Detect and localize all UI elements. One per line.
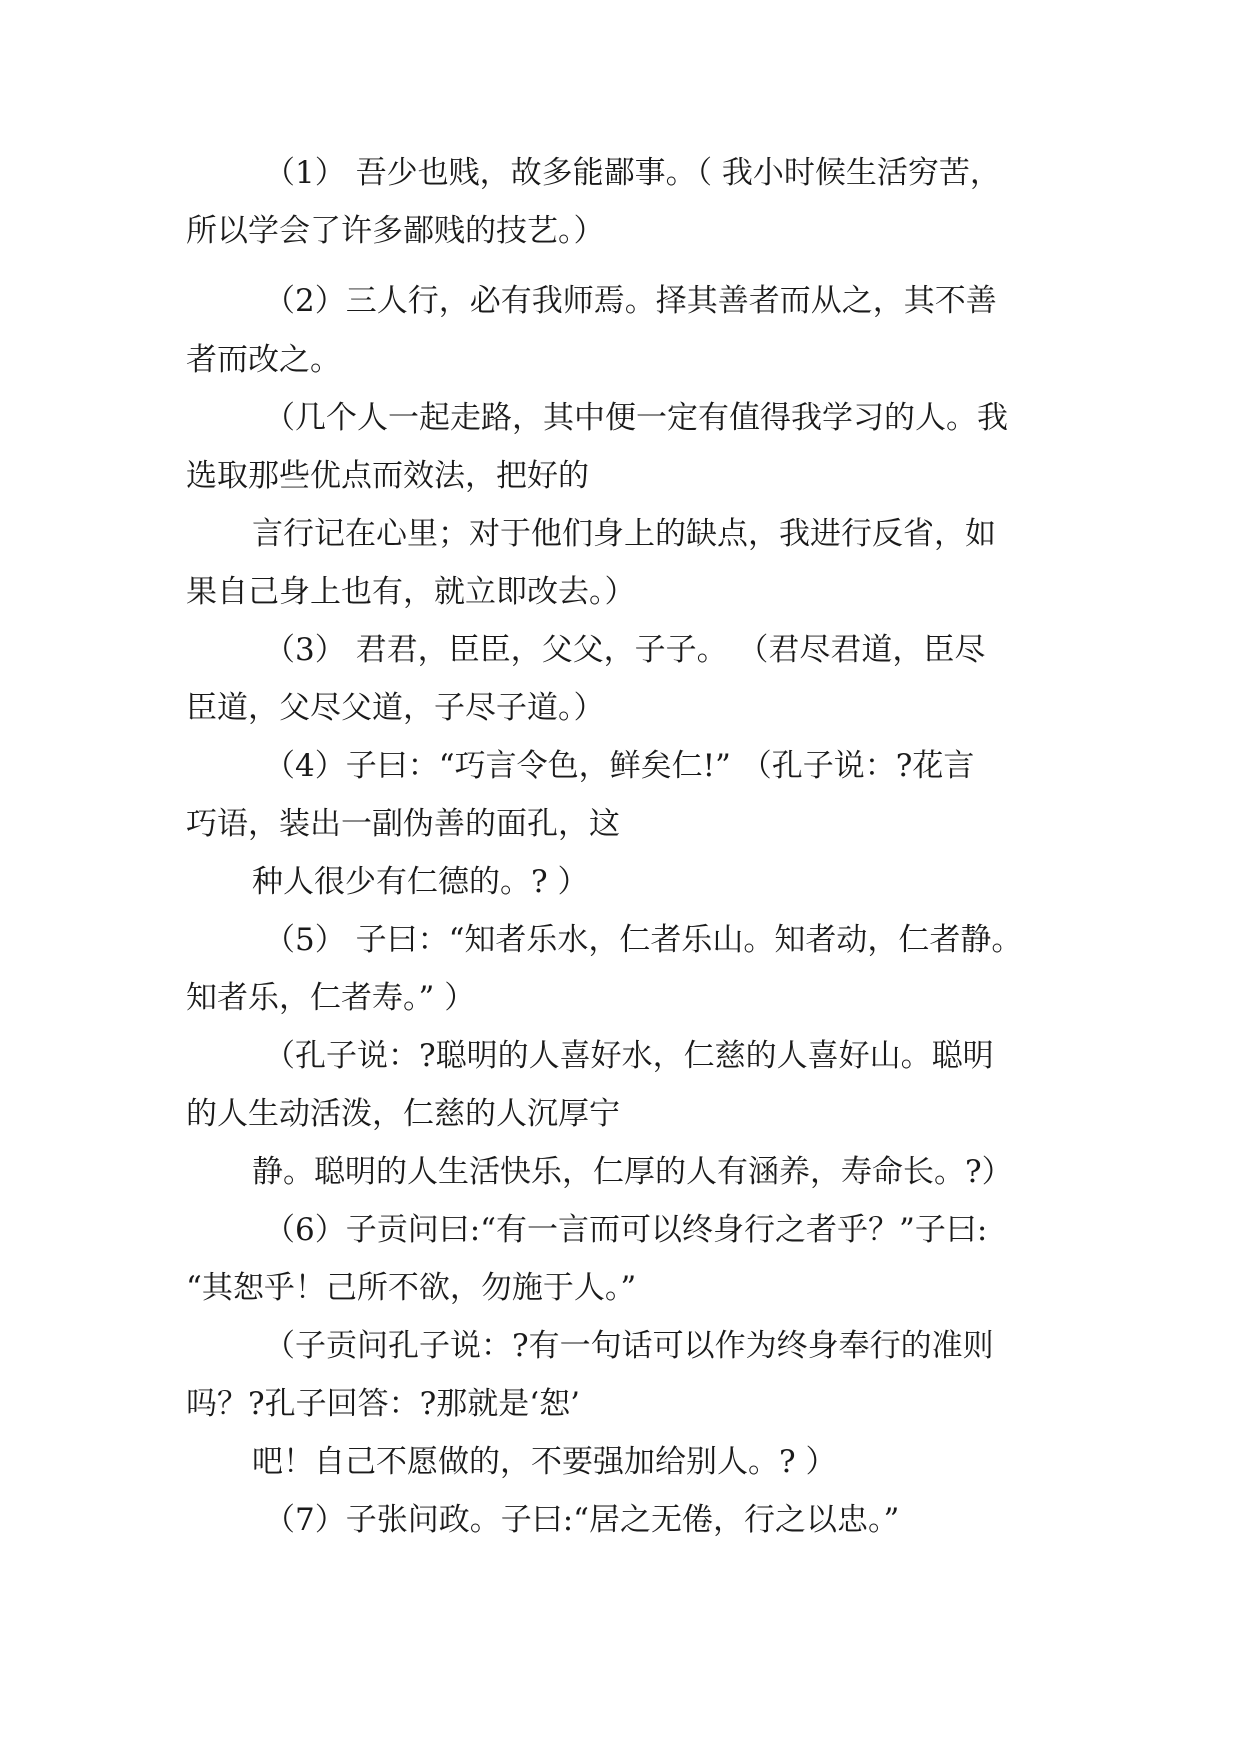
text-line: 知者乐，仁者寿。” ） <box>186 980 476 1016</box>
text-line: 种人很少有仁德的。? ） <box>252 864 589 900</box>
text-line: （7）子张问政。子曰:“居之无倦，行之以忠。” <box>264 1502 900 1538</box>
text-line: 巧语，装出一副伪善的面孔，这 <box>186 806 620 842</box>
text-line: （3） 君君，臣臣，父父，子子。 （君尽君道，臣尽 <box>264 632 986 668</box>
text-line: （2）三人行，必有我师焉。择其善者而从之，其不善 <box>264 283 997 319</box>
text-line: （4）子曰：“巧言令色，鲜矣仁!” （孔子说：?花言 <box>264 748 975 784</box>
text-line: （孔子说：?聪明的人喜好水，仁慈的人喜好山。聪明 <box>264 1038 994 1074</box>
text-line: 静。聪明的人生活快乐，仁厚的人有涵养，寿命长。?） <box>252 1154 1013 1190</box>
text-line: （子贡问孔子说：?有一句话可以作为终身奉行的准则 <box>264 1328 994 1364</box>
text-line: 吧！自己不愿做的，不要强加给别人。? ） <box>252 1444 837 1480</box>
text-line: （6）子贡问曰:“有一言而可以终身行之者乎？”子曰: <box>264 1212 988 1248</box>
text-line: 吗？?孔子回答：?那就是‘恕’ <box>186 1386 580 1422</box>
text-line: （5） 子曰：“知者乐水，仁者乐山。知者动，仁者静。 <box>264 922 1023 958</box>
text-line: （几个人一起走路，其中便一定有值得我学习的人。我 <box>264 400 1008 436</box>
text-line: 选取那些优点而效法，把好的 <box>186 458 589 494</box>
text-line: 言行记在心里；对于他们身上的缺点，我进行反省，如 <box>252 516 996 552</box>
text-line: “其恕乎！己所不欲，勿施于人。” <box>186 1270 637 1306</box>
text-line: 的人生动活泼，仁慈的人沉厚宁 <box>186 1096 620 1132</box>
text-line: 臣道，父尽父道，子尽子道。） <box>186 690 605 726</box>
text-line: 所以学会了许多鄙贱的技艺。） <box>186 213 605 249</box>
text-line: （1） 吾少也贱，故多能鄙事。（ 我小时候生活穷苦， <box>264 155 1001 191</box>
text-line: 者而改之。 <box>186 342 341 378</box>
text-line: 果自己身上也有，就立即改去。） <box>186 574 636 610</box>
